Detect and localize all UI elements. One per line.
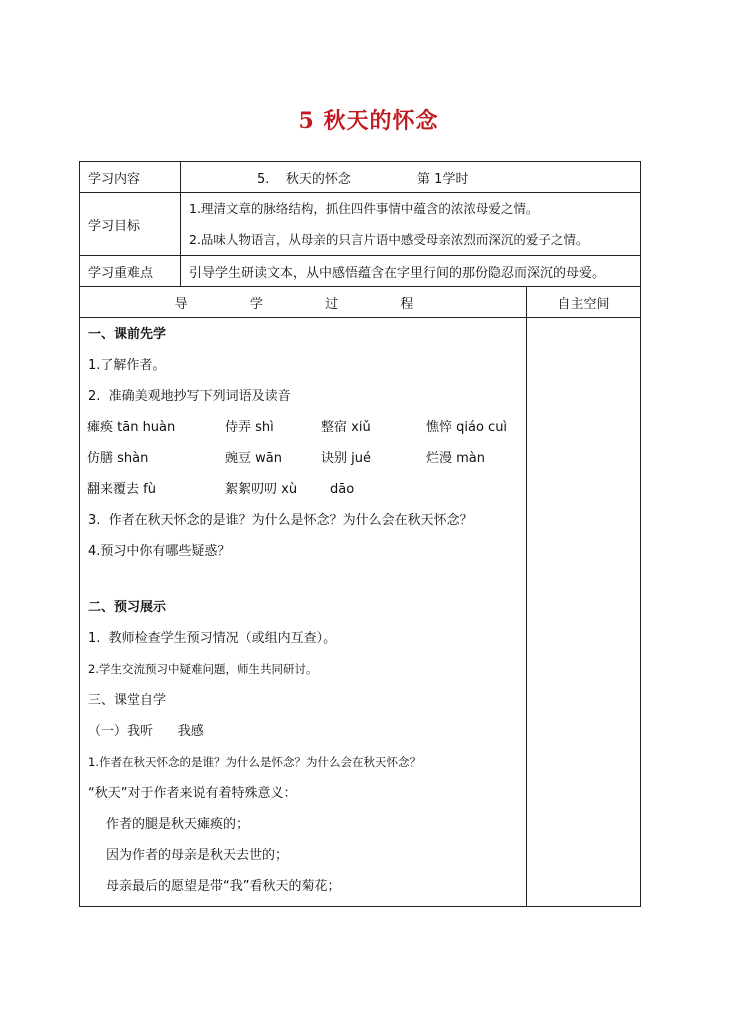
- vocab-item: 翻来覆去 fù: [87, 482, 156, 497]
- goal-label: 学习目标: [80, 193, 181, 256]
- goal-row: [80, 193, 641, 256]
- space-header: 自主空间: [527, 287, 641, 318]
- content-row: [80, 162, 641, 193]
- process-body: [80, 318, 527, 907]
- text-line: 3. 作者在秋天怀念的是谁？为什么是怀念？为什么会在秋天怀念？: [88, 513, 473, 528]
- text-line: 作者的腿是秋天瘫痪的；: [106, 817, 250, 832]
- vocab-item: 瘫痪 tān huàn: [87, 420, 176, 435]
- content-value: 5. 秋天的怀念 第 1学时: [181, 162, 641, 193]
- text-line: 1.了解作者。: [88, 358, 166, 373]
- goal-item: 2.品味人物语言，从母亲的只言片语中感受母亲浓烈而深沉的爱子之情。: [189, 232, 589, 247]
- document-title: 5 秋天的怀念: [298, 108, 439, 134]
- process-header-row: [80, 287, 641, 318]
- text-line: 1. 教师检查学生预习情况（或组内互查）。: [88, 631, 337, 646]
- key-value: 引导学生研读文本，从中感悟蕴含在字里行间的那份隐忍而深沉的母爱。: [181, 256, 641, 287]
- text-line: 因为作者的母亲是秋天去世的；: [106, 848, 289, 863]
- text-line: 1.作者在秋天怀念的是谁？为什么是怀念？为什么会在秋天怀念？: [88, 755, 421, 769]
- vocab-item: 憔悴 qiáo cuì: [426, 420, 508, 435]
- vocab-item: 絮絮叨叨 xù: [225, 482, 298, 497]
- text-line: （一）我听 我感: [88, 724, 204, 739]
- key-label: 学习重难点: [80, 256, 181, 287]
- content-label: 学习内容: [80, 162, 181, 193]
- process-body-row: [80, 318, 641, 907]
- vocab-item: 诀别 jué: [321, 451, 371, 466]
- vocab-item: 豌豆 wān: [225, 451, 282, 466]
- key-row: [80, 256, 641, 287]
- process-header: 导 学 过 程: [80, 287, 527, 318]
- goal-item: 1.理清文章的脉络结构，抓住四件事情中蕴含的浓浓母爱之情。: [189, 201, 539, 216]
- text-line: 母亲最后的愿望是带“我”看秋天的菊花；: [106, 879, 341, 894]
- vocab-line: [80, 474, 526, 505]
- section-heading: 一、课前先学: [88, 327, 167, 342]
- section-heading: 二、预习展示: [88, 600, 167, 615]
- section-heading: 三、课堂自学: [88, 693, 167, 708]
- vocab-item: 烂漫 màn: [426, 451, 486, 466]
- text-line: 4.预习中你有哪些疑惑？: [88, 544, 231, 559]
- vocab-item: 侍弄 shì: [225, 420, 274, 435]
- space-cell: [527, 318, 641, 907]
- vocab-item: dāo: [330, 482, 355, 497]
- text-line: “秋天”对于作者来说有着特殊意义：: [88, 786, 297, 801]
- vocab-item: 整宿 xiǔ: [321, 420, 371, 435]
- goal-cell: [181, 193, 641, 256]
- text-line: 2.学生交流预习中疑难问题，师生共同研讨。: [88, 662, 318, 676]
- vocab-line: [80, 412, 526, 443]
- text-line: 2. 准确美观地抄写下列词语及读音: [88, 389, 291, 404]
- lesson-table: [79, 161, 641, 907]
- vocab-line: [80, 443, 526, 474]
- vocab-item: 仿膳 shàn: [87, 451, 149, 466]
